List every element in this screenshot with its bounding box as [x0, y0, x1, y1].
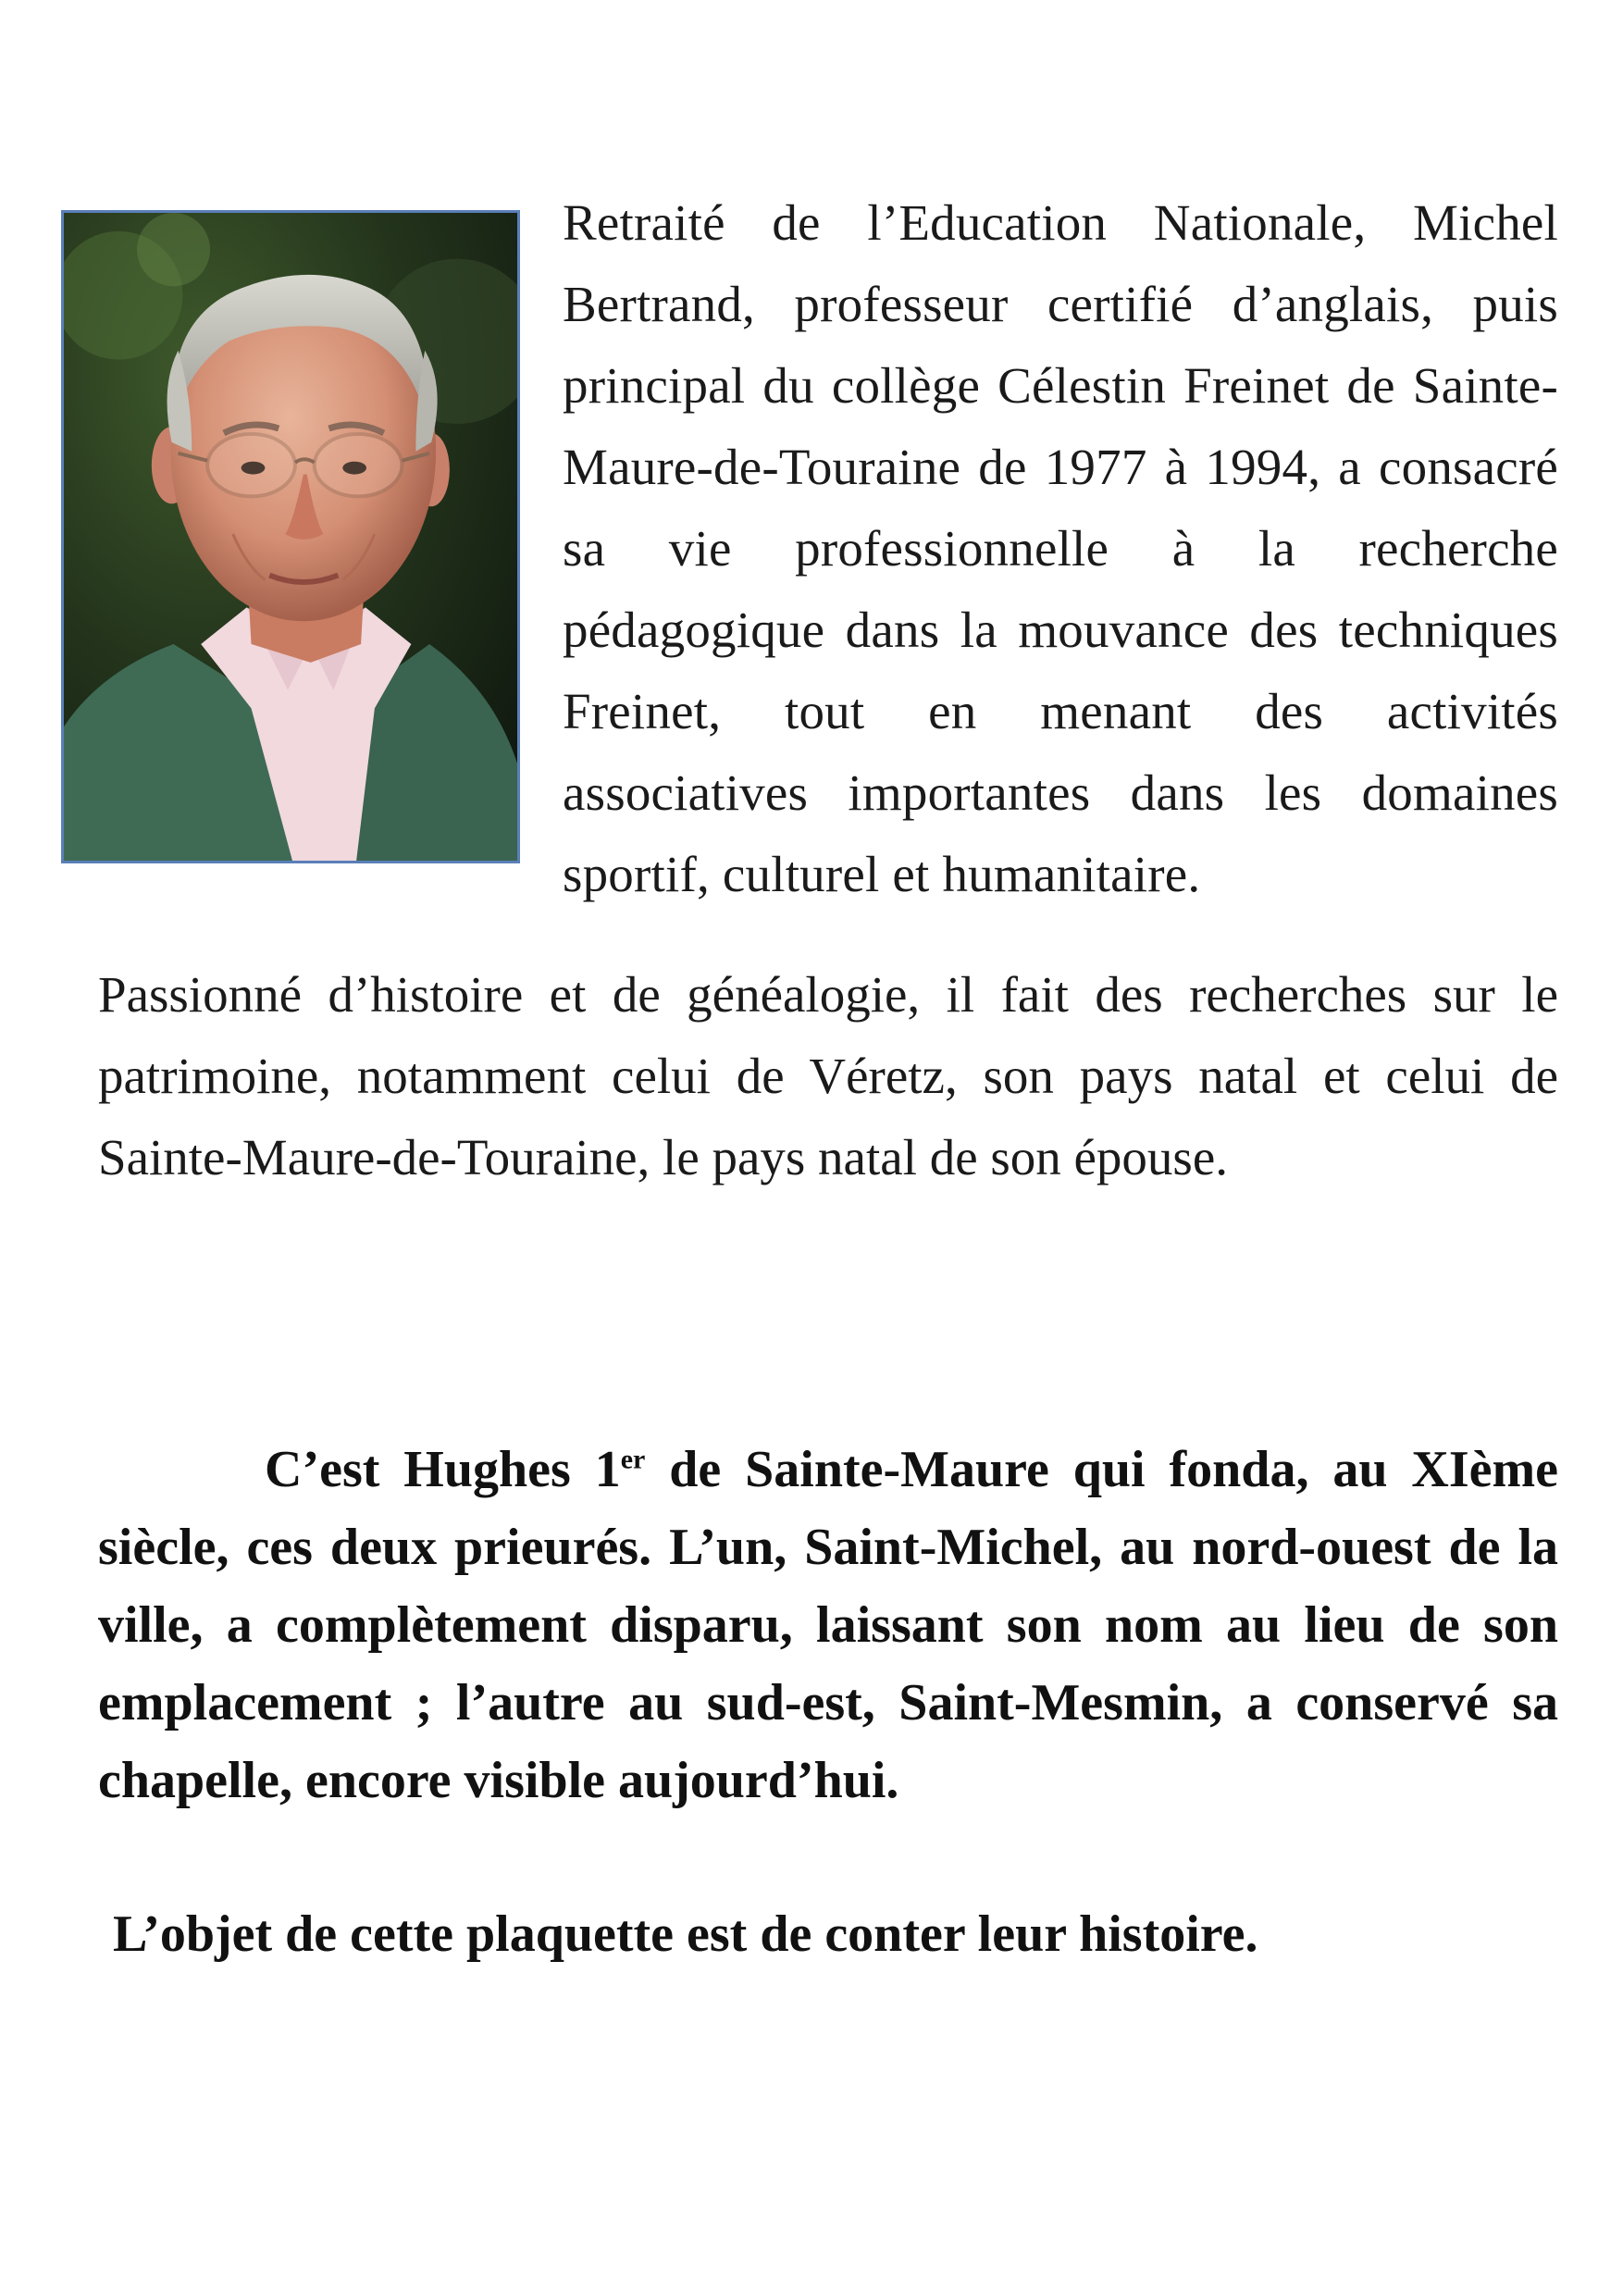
ordinal-superscript: er — [620, 1444, 646, 1475]
history-text: de Sainte-Maure qui fonda, au XIème siècle, ces deux prieurés. L’un, Saint-Michel, au nord-ouest de la ville, a complètement disparu, laissant son nom au lieu de son emplacement ; l’autre au sud-est, Saint-Mesmin, a conservé sa chapelle, encore visible aujourd’hui. — [98, 1441, 1558, 1809]
author-bio: Retraité de l’Education Nationale, Michel Bertrand, professeur certifié d’anglais, puis principal du collège Célestin Freinet de Sainte-Maure-de-Touraine de 1977 à 1994, a consacré sa vie professionnelle à la recherche pédagogique dans la mouvance des techniques Freinet, tout en menant des activités associatives importantes dans les domaines sportif, culturel et humanitaire. — [563, 194, 1558, 902]
author-interests: Passionné d’histoire et de généalogie, il fait des recherches sur le patrimoine, notamment celui de Véretz, son pays natal et celui de Sainte-Maure-de-Touraine, le pays natal de son épouse. — [98, 966, 1558, 1185]
history-paragraph — [98, 1431, 1558, 1819]
history-lead: C’est Hughes 1 — [265, 1441, 621, 1498]
author-photo — [61, 210, 520, 863]
portrait-image — [64, 213, 517, 861]
closing-sentence: L’objet de cette plaquette est de conter leur histoire. — [113, 1905, 1258, 1963]
